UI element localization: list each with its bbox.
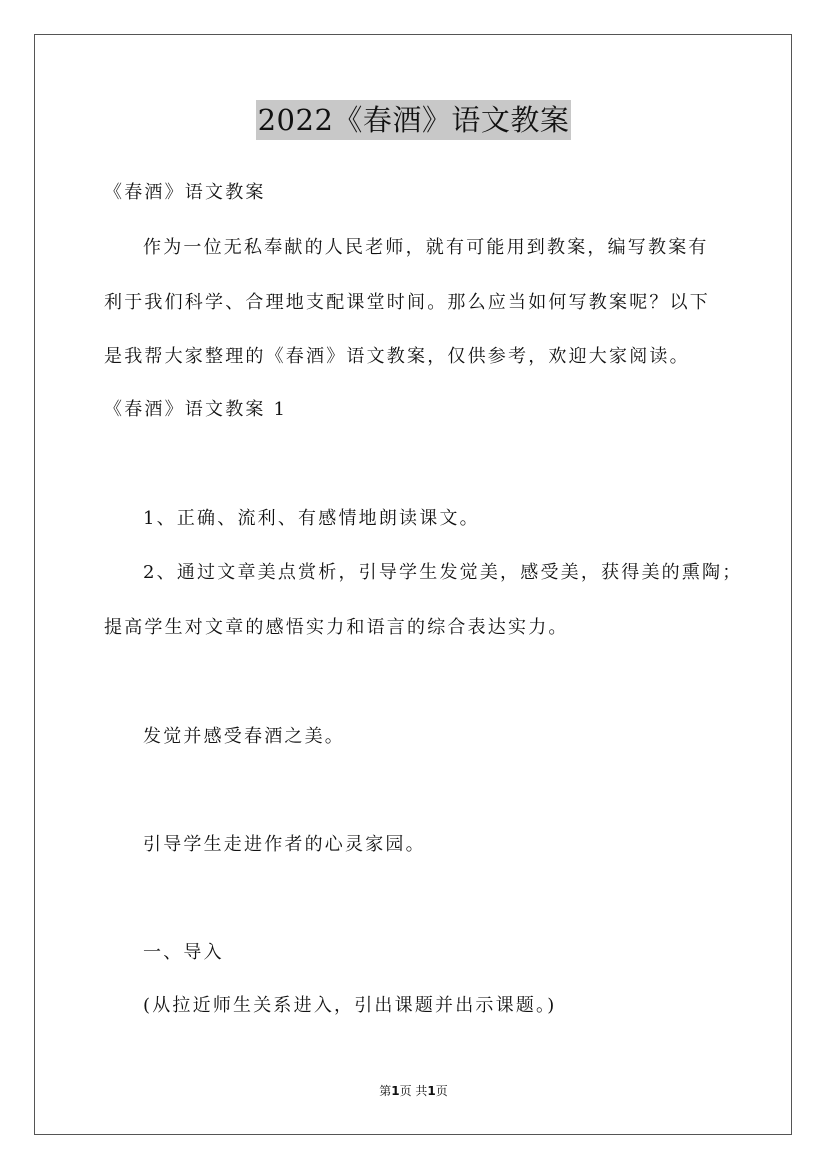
subtitle-line: 《春酒》语文教案: [104, 182, 266, 203]
objective-item-continued: 提高学生对文章的感悟实力和语言的综合表达实力。: [104, 617, 569, 638]
footer-middle: 页 共: [399, 1084, 428, 1098]
paragraph-line: 是我帮大家整理的《春酒》语文教案，仅供参考，欢迎大家阅读。: [104, 346, 690, 367]
key-point-line: 发觉并感受春酒之美。: [143, 726, 345, 747]
paragraph-line: 利于我们科学、合理地支配课堂时间。那么应当如何写教案呢？以下: [104, 292, 710, 313]
paragraph-line: 作为一位无私奉献的人民老师，就有可能用到教案，编写教案有: [143, 237, 709, 258]
page-footer: [0, 1083, 827, 1099]
footer-page-total: 1: [427, 1084, 436, 1098]
step-description: (从拉近师生关系进入，引出课题并出示课题。): [143, 995, 557, 1016]
objective-item: 2、通过文章美点赏析，引导学生发觉美，感受美，获得美的熏陶；: [143, 562, 743, 583]
footer-prefix: 第: [379, 1084, 392, 1098]
footer-end: 页: [435, 1084, 448, 1098]
section-heading: 《春酒》语文教案 1: [104, 399, 288, 420]
document-title: 2022《春酒》语文教案: [256, 100, 572, 140]
difficulty-line: 引导学生走进作者的心灵家园。: [143, 834, 426, 855]
footer-page-current: 1: [391, 1084, 400, 1098]
step-heading: 一、导入: [143, 942, 224, 963]
title-container: [0, 100, 827, 140]
objective-item: 1、正确、流利、有感情地朗读课文。: [143, 508, 480, 529]
